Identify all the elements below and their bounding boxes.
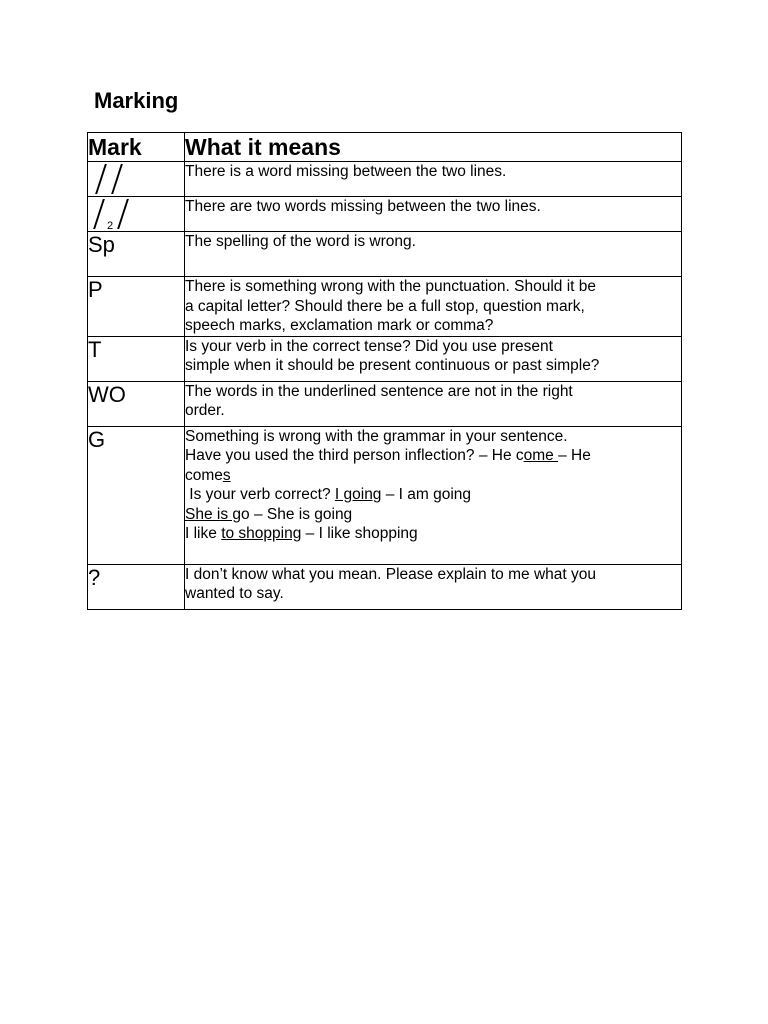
meaning-cell bbox=[185, 232, 682, 277]
column-header-mark: Mark bbox=[88, 133, 185, 162]
meaning-text: order. bbox=[185, 402, 225, 419]
meaning-text: a capital letter? Should there be a full stop, question mark, bbox=[185, 297, 585, 315]
page-title: Marking bbox=[94, 88, 179, 113]
mark-cell: P bbox=[88, 277, 185, 337]
meaning-text: Is your verb correct? I going – I am going bbox=[185, 486, 472, 503]
meaning-text: simple when it should be present continuous or past simple? bbox=[185, 357, 600, 374]
table-row bbox=[88, 277, 682, 337]
table-row bbox=[88, 564, 682, 609]
mark-cell: WO bbox=[88, 381, 185, 426]
table-row bbox=[88, 232, 682, 277]
meaning-text: Is your verb in the correct tense? Did you use present bbox=[185, 337, 553, 355]
table-row bbox=[88, 381, 682, 426]
meaning-text: Something is wrong with the grammar in your sentence. bbox=[185, 427, 568, 445]
meaning-cell bbox=[185, 197, 682, 232]
table-header-row bbox=[88, 133, 682, 162]
meaning-text: There are two words missing between the two lines. bbox=[185, 198, 541, 215]
two-word-slash-mark bbox=[88, 197, 184, 231]
mark-cell: Sp bbox=[88, 232, 185, 277]
meaning-text: I don’t know what you mean. Please explain to me what you bbox=[185, 565, 596, 583]
table-row bbox=[88, 162, 682, 197]
table-row bbox=[88, 197, 682, 232]
mark-cell: ? bbox=[88, 564, 185, 609]
mark-number: 2 bbox=[107, 220, 114, 232]
table-row bbox=[88, 336, 682, 381]
meaning-cell bbox=[185, 564, 682, 609]
mark-cell: G bbox=[88, 426, 185, 564]
meaning-text: Have you used the third person inflection? – He come – He bbox=[185, 447, 591, 464]
meaning-text: There is a word missing between the two lines. bbox=[185, 163, 507, 180]
meaning-cell bbox=[185, 381, 682, 426]
meaning-text: I like to shopping – I like shopping bbox=[185, 525, 418, 542]
meaning-cell bbox=[185, 426, 682, 564]
meaning-text: The spelling of the word is wrong. bbox=[185, 233, 416, 250]
meaning-text: There is something wrong with the punctuation. Should it be bbox=[185, 278, 596, 295]
meaning-text: comes bbox=[185, 466, 231, 484]
double-slash-mark bbox=[88, 162, 184, 196]
underlined-example: ome bbox=[523, 447, 559, 464]
column-header-meaning: What it means bbox=[185, 133, 682, 162]
meaning-text: She is go – She is going bbox=[185, 505, 353, 523]
underlined-example: She is g bbox=[185, 505, 242, 523]
meaning-text: wanted to say. bbox=[185, 585, 284, 602]
meaning-cell bbox=[185, 336, 682, 381]
meaning-cell bbox=[185, 162, 682, 197]
marking-table bbox=[87, 132, 682, 610]
underlined-example: s bbox=[222, 466, 231, 484]
table-row bbox=[88, 426, 682, 564]
mark-cell: T bbox=[88, 336, 185, 381]
underlined-example: I going bbox=[334, 486, 382, 503]
meaning-text: speech marks, exclamation mark or comma? bbox=[185, 317, 494, 334]
meaning-cell bbox=[185, 277, 682, 337]
underlined-example: to shopping bbox=[221, 525, 302, 542]
mark-cell bbox=[88, 197, 185, 232]
mark-cell bbox=[88, 162, 185, 197]
meaning-text: The words in the underlined sentence are not in the right bbox=[185, 382, 573, 400]
